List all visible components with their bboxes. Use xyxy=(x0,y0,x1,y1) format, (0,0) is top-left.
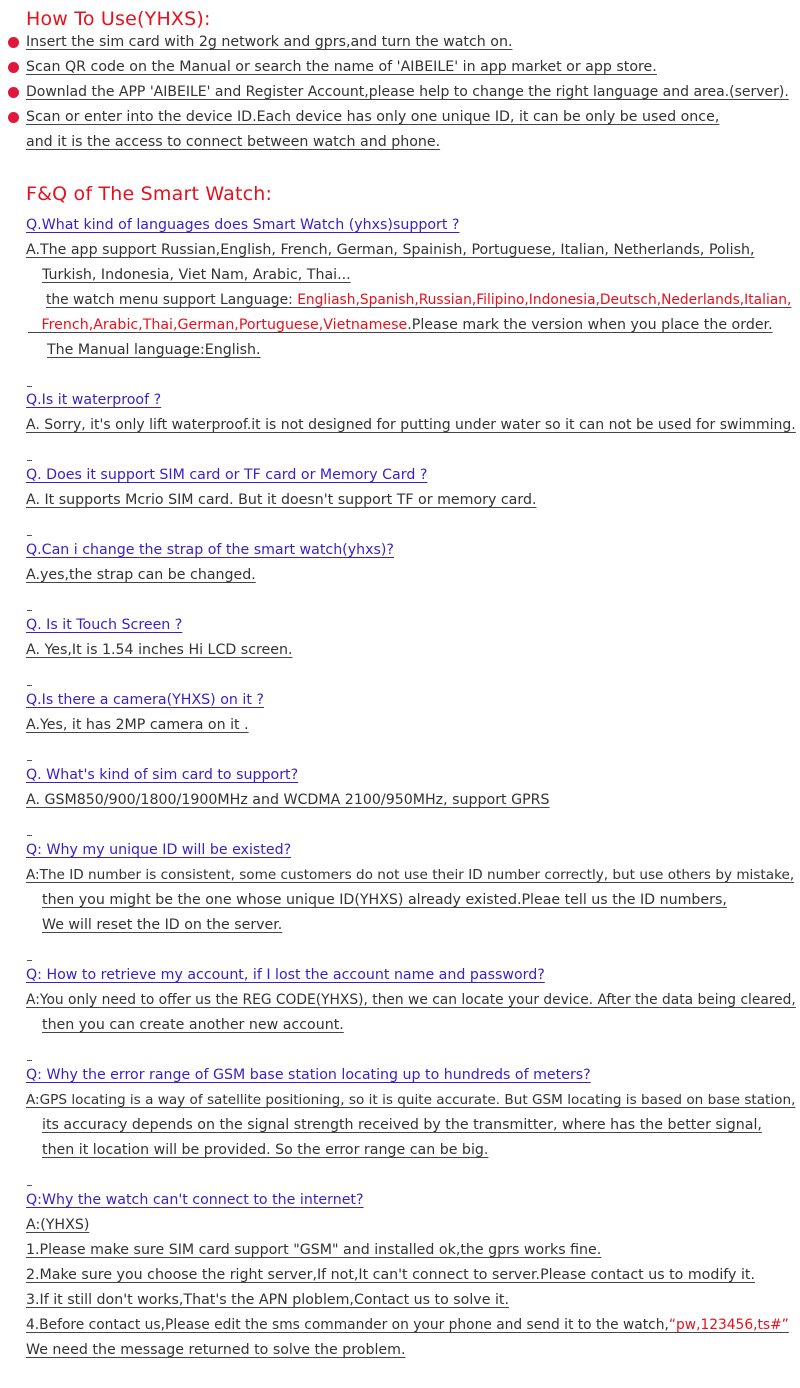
separator-dash xyxy=(27,835,32,836)
faq-sim-question: Q. Does it support SIM card or TF card or Memory Card ? xyxy=(26,467,428,483)
faq-waterproof-question: Q.Is it waterproof ? xyxy=(26,392,162,408)
faq-lang-answer-4: French,Arabic,Thai,German,Portuguese,Vietnamese.Please mark the version when you place the order. xyxy=(41,317,773,333)
faq-camera-question: Q.Is there a camera(YHXS) on it ? xyxy=(26,692,264,708)
faq-lang-answer-3: the watch menu support Language: Engliash,Spanish,Russian,Filipino,Indonesia,Deutsch,Nederlands,Italian, xyxy=(46,292,792,308)
howto-title: How To Use(YHXS): xyxy=(26,8,211,30)
separator-dash xyxy=(27,1060,32,1061)
faq-simkind-answer: A. GSM850/900/1800/1900MHz and WCDMA 2100/950MHz, support GPRS xyxy=(26,792,550,808)
howto-step-4-cont: and it is the access to connect between watch and phone. xyxy=(26,134,441,150)
faq-account-answer-2: then you can create another new account. xyxy=(42,1017,344,1033)
separator-dash xyxy=(27,460,32,461)
faq-gsm-answer-1: A:GPS locating is a way of satellite positioning, so it is quite accurate. But GSM locating is based on base station, xyxy=(26,1092,796,1108)
separator-dash xyxy=(27,535,32,536)
separator-dash xyxy=(27,685,32,686)
faq-lang-answer-5: The Manual language:English. xyxy=(47,342,261,358)
separator-dash xyxy=(27,960,32,961)
faq-sim-answer: A. It supports Mcrio SIM card. But it doesn't support TF or memory card. xyxy=(26,492,537,508)
faq-internet-answer-head: A:(YHXS) xyxy=(26,1217,90,1233)
howto-step-1: Insert the sim card with 2g network and gprs,and turn the watch on. xyxy=(26,34,513,50)
faq-uniqueid-answer-1: A:The ID number is consistent, some customers do not use their ID number correctly, but use others by mistake, xyxy=(26,867,795,883)
faq-account-answer-1: A:You only need to offer us the REG CODE(YHXS), then we can locate your device. After the data being cleared, xyxy=(26,992,796,1008)
faq-gsm-answer-2: its accuracy depends on the signal strength received by the transmitter, where has the better signal, xyxy=(42,1117,762,1133)
faq-gsm-question: Q: Why the error range of GSM base station locating up to hundreds of meters? xyxy=(26,1067,591,1083)
faq-waterproof-answer: A. Sorry, it's only lift waterproof.it is not designed for putting under water so it can not be used for swimming. xyxy=(26,417,796,433)
bullet-icon xyxy=(8,37,19,48)
faq-internet-step-3: 3.If it still don't works,That's the APN ploblem,Contact us to solve it. xyxy=(26,1292,509,1308)
bullet-icon xyxy=(8,112,19,123)
faq-touch-question: Q. Is it Touch Screen ? xyxy=(26,617,183,633)
howto-step-2: Scan QR code on the Manual or search the name of 'AIBEILE' in app market or app store. xyxy=(26,59,657,75)
faq-internet-step-1: 1.Please make sure SIM card support "GSM" and installed ok,the gprs works fine. xyxy=(26,1242,602,1258)
separator-dash xyxy=(27,386,32,387)
faq-uniqueid-answer-2: then you might be the one whose unique ID(YHXS) already existed.Pleae tell us the ID numbers, xyxy=(42,892,727,908)
faq-strap-question: Q.Can i change the strap of the smart watch(yhxs)? xyxy=(26,542,394,558)
faq-camera-answer: A.Yes, it has 2MP camera on it . xyxy=(26,717,249,733)
faq-simkind-question: Q. What's kind of sim card to support? xyxy=(26,767,299,783)
bullet-icon xyxy=(8,62,19,73)
faq-internet-step-4: 4.Before contact us,Please edit the sms commander on your phone and send it to the watch,“pw,123456,ts#” xyxy=(26,1317,789,1333)
faq-title: F&Q of The Smart Watch: xyxy=(26,183,273,205)
howto-step-3: Downlad the APP 'AIBEILE' and Register Account,please help to change the right language and area.(server). xyxy=(26,84,789,100)
separator-dash xyxy=(27,610,32,611)
sms-command: “pw,123456,ts#” xyxy=(668,1317,789,1333)
faq-internet-step-5: We need the message returned to solve the problem. xyxy=(26,1342,406,1358)
faq-account-question: Q: How to retrieve my account, if I lost the account name and password? xyxy=(26,967,545,983)
faq-lang-question: Q.What kind of languages does Smart Watch (yhxs)support ? xyxy=(26,217,460,233)
separator-dash xyxy=(27,1185,32,1186)
faq-lang-answer-1: A.The app support Russian,English, French, German, Spainish, Portuguese, Italian, Netherlands, Polish, xyxy=(26,242,755,258)
faq-internet-step-2: 2.Make sure you choose the right server,If not,It can't connect to server.Please contact us to modify it. xyxy=(26,1267,755,1283)
faq-internet-question: Q:Why the watch can't connect to the internet? xyxy=(26,1192,364,1208)
faq-gsm-answer-3: then it location will be provided. So the error range can be big. xyxy=(42,1142,489,1158)
faq-touch-answer: A. Yes,It is 1.54 inches Hi LCD screen. xyxy=(26,642,293,658)
faq-strap-answer: A.yes,the strap can be changed. xyxy=(26,567,256,583)
faq-lang-answer-2: Turkish, Indonesia, Viet Nam, Arabic, Thai... xyxy=(42,267,351,283)
howto-step-4: Scan or enter into the device ID.Each device has only one unique ID, it can be only be used once, xyxy=(26,109,720,125)
separator-dash xyxy=(27,760,32,761)
bullet-icon xyxy=(8,87,19,98)
faq-uniqueid-answer-3: We will reset the ID on the server. xyxy=(42,917,283,933)
faq-uniqueid-question: Q: Why my unique ID will be existed? xyxy=(26,842,292,858)
